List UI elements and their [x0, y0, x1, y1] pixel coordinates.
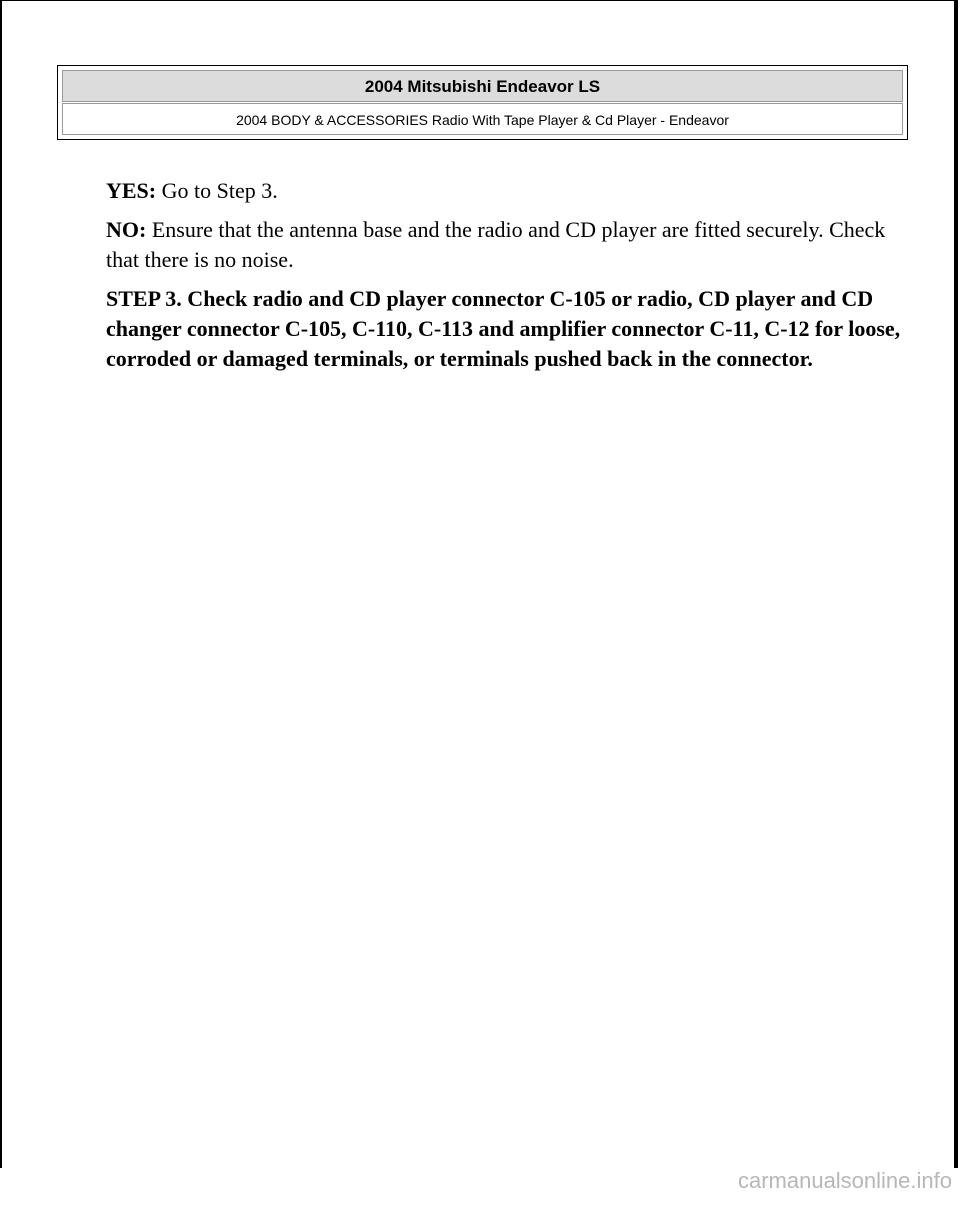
yes-text: Go to Step 3.: [156, 178, 278, 203]
no-text: Ensure that the antenna base and the radio and CD player are fitted securely. Check that there is no noise.: [106, 217, 886, 272]
step-3-heading: STEP 3. Check radio and CD player connector C-105 or radio, CD player and CD changer connector C-105, C-110, C-113 and amplifier connector C-11, C-12 for loose, corroded or damaged terminals, or terminals pushed back in the connector.: [106, 286, 901, 371]
header-title: 2004 Mitsubishi Endeavor LS: [62, 70, 903, 102]
header-subtitle: 2004 BODY & ACCESSORIES Radio With Tape Player & Cd Player - Endeavor: [62, 103, 903, 135]
yes-paragraph: [106, 176, 906, 206]
no-label: NO:: [106, 217, 147, 242]
document-body: [106, 176, 906, 374]
watermark-text: carmanualsonline.info: [737, 1168, 952, 1193]
no-paragraph: [106, 215, 906, 275]
document-header: [57, 65, 908, 140]
yes-label: YES:: [106, 178, 157, 203]
